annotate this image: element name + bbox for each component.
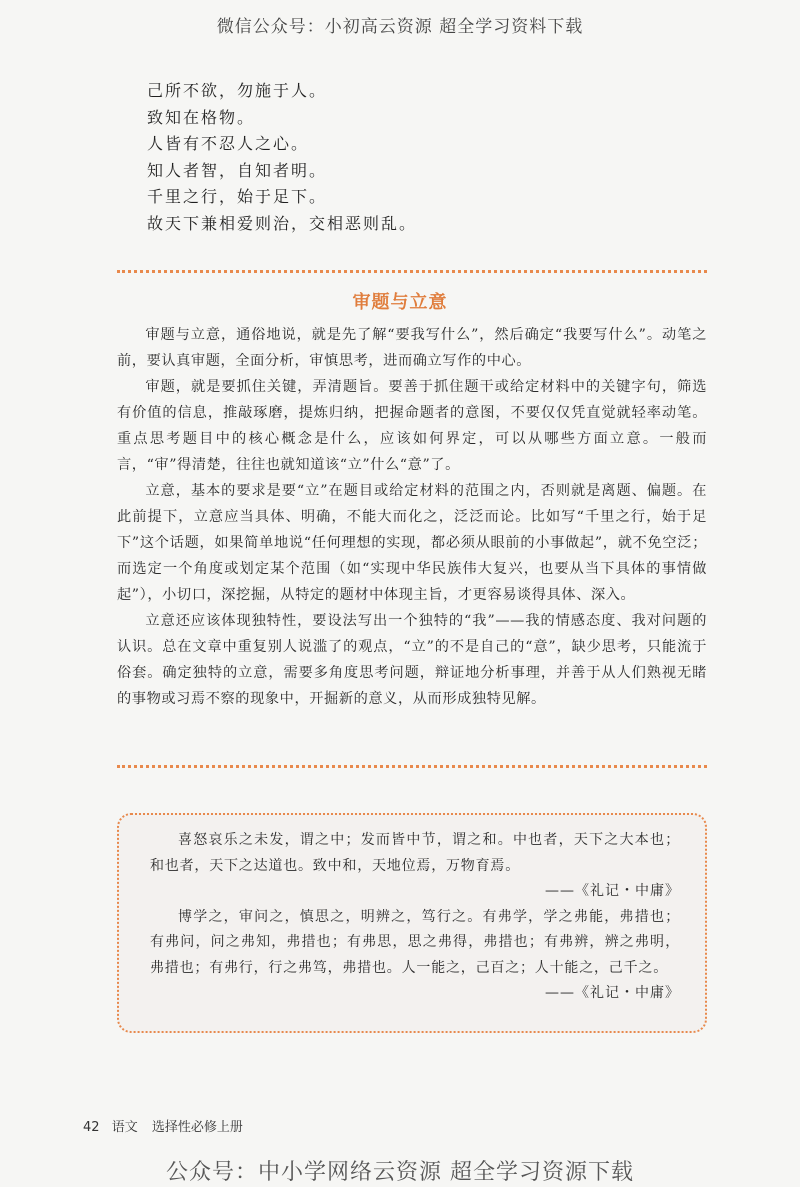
section-title: 审题与立意 (352, 292, 448, 313)
body-paragraph: 立意还应该体现独特性，要设法写出一个独特的“我”——我的情感态度、我对问题的认识。总在文章中重复别人说滥了的观点，“立”的不是自己的“意”，缺少思考，只能流于俗套。确定独特的立意，需要多角度思考问题，辩证地分析事理，并善于从人们熟视无睹的事物或习焉不察的现象中，开掘新的意义，从而形成独特见解。 (117, 613, 707, 707)
classic-passage: 喜怒哀乐之未发，谓之中；发而皆中节，谓之和。中也者，天下之大本也；和也者，天下之达道也。致中和，天地位焉，万物育焉。 (150, 832, 680, 874)
footer-book-title: 选择性必修上册 (151, 1120, 243, 1135)
quote-line: 故天下兼相爱则治，交相恶则乱。 (147, 213, 418, 233)
quote-line: 人皆有不忍人之心。 (147, 134, 310, 153)
classic-quote-box (117, 813, 707, 1033)
body-paragraph: 审题，就是要抓住关键，弄清题旨。要善于抓住题干或给定材料中的关键字句，筛选有价值的信息，推敲琢磨，提炼归纳，把握命题者的意图，不要仅仅凭直觉就轻率动笔。重点思考题目中的核心概念是什么，应该如何界定，可以从哪些方面立意。一般而言，“审”得清楚，往往也就知道该“立”什么“意”了。 (117, 379, 707, 473)
footer-subject: 语文 (111, 1120, 138, 1135)
classic-passage: 博学之，审问之，慎思之，明辨之，笃行之。有弗学，学之弗能，弗措也；有弗问，问之弗知，弗措也；有弗思，思之弗得，弗措也；有弗辨，辨之弗明，弗措也；有弗行，行之弗笃，弗措也。人一能之，己百之；人十能之，己千之。 (150, 908, 680, 976)
page-footer (83, 1116, 243, 1135)
page-number: 42 (83, 1120, 100, 1135)
quote-line: 己所不欲，勿施于人。 (147, 81, 328, 100)
watermark-text: 公众号：中小学网络云资源 超全学习资源下载 (166, 1160, 634, 1185)
quote-list (147, 78, 707, 237)
dotted-divider-bottom (117, 765, 707, 768)
body-paragraph: 立意，基本的要求是要“立”在题目或给定材料的范围之内，否则就是离题、偏题。在此前提下，立意应当具体、明确，不能大而化之，泛泛而论。比如写“千里之行，始于足下”这个话题，如果简单地说“任何理想的实现，都必须从眼前的小事做起”，就不免空泛；而选定一个角度或划定某个范围（如“实现中华民族伟大复兴，也要从当下具体的事情做起”），小切口，深挖掘，从特定的题材中体现主旨，才更容易谈得具体、深入。 (117, 483, 707, 603)
body-paragraph: 审题与立意，通俗地说，就是先了解“要我写什么”，然后确定“我要写什么”。动笔之前，要认真审题，全面分析，审慎思考，进而确立写作的中心。 (117, 327, 707, 369)
section-body (117, 322, 707, 712)
passage-source: ——《礼记・中庸》 (545, 985, 680, 1001)
quote-line: 千里之行，始于足下。 (147, 187, 328, 206)
quote-line: 知人者智，自知者明。 (147, 160, 328, 180)
dotted-divider-top (117, 270, 707, 273)
header-banner: 微信公众号：小初高云资源 超全学习资料下载 (216, 17, 584, 37)
passage-source: ——《礼记・中庸》 (545, 883, 680, 899)
quote-line: 致知在格物。 (147, 107, 256, 127)
classic-quote-content (150, 828, 680, 1007)
